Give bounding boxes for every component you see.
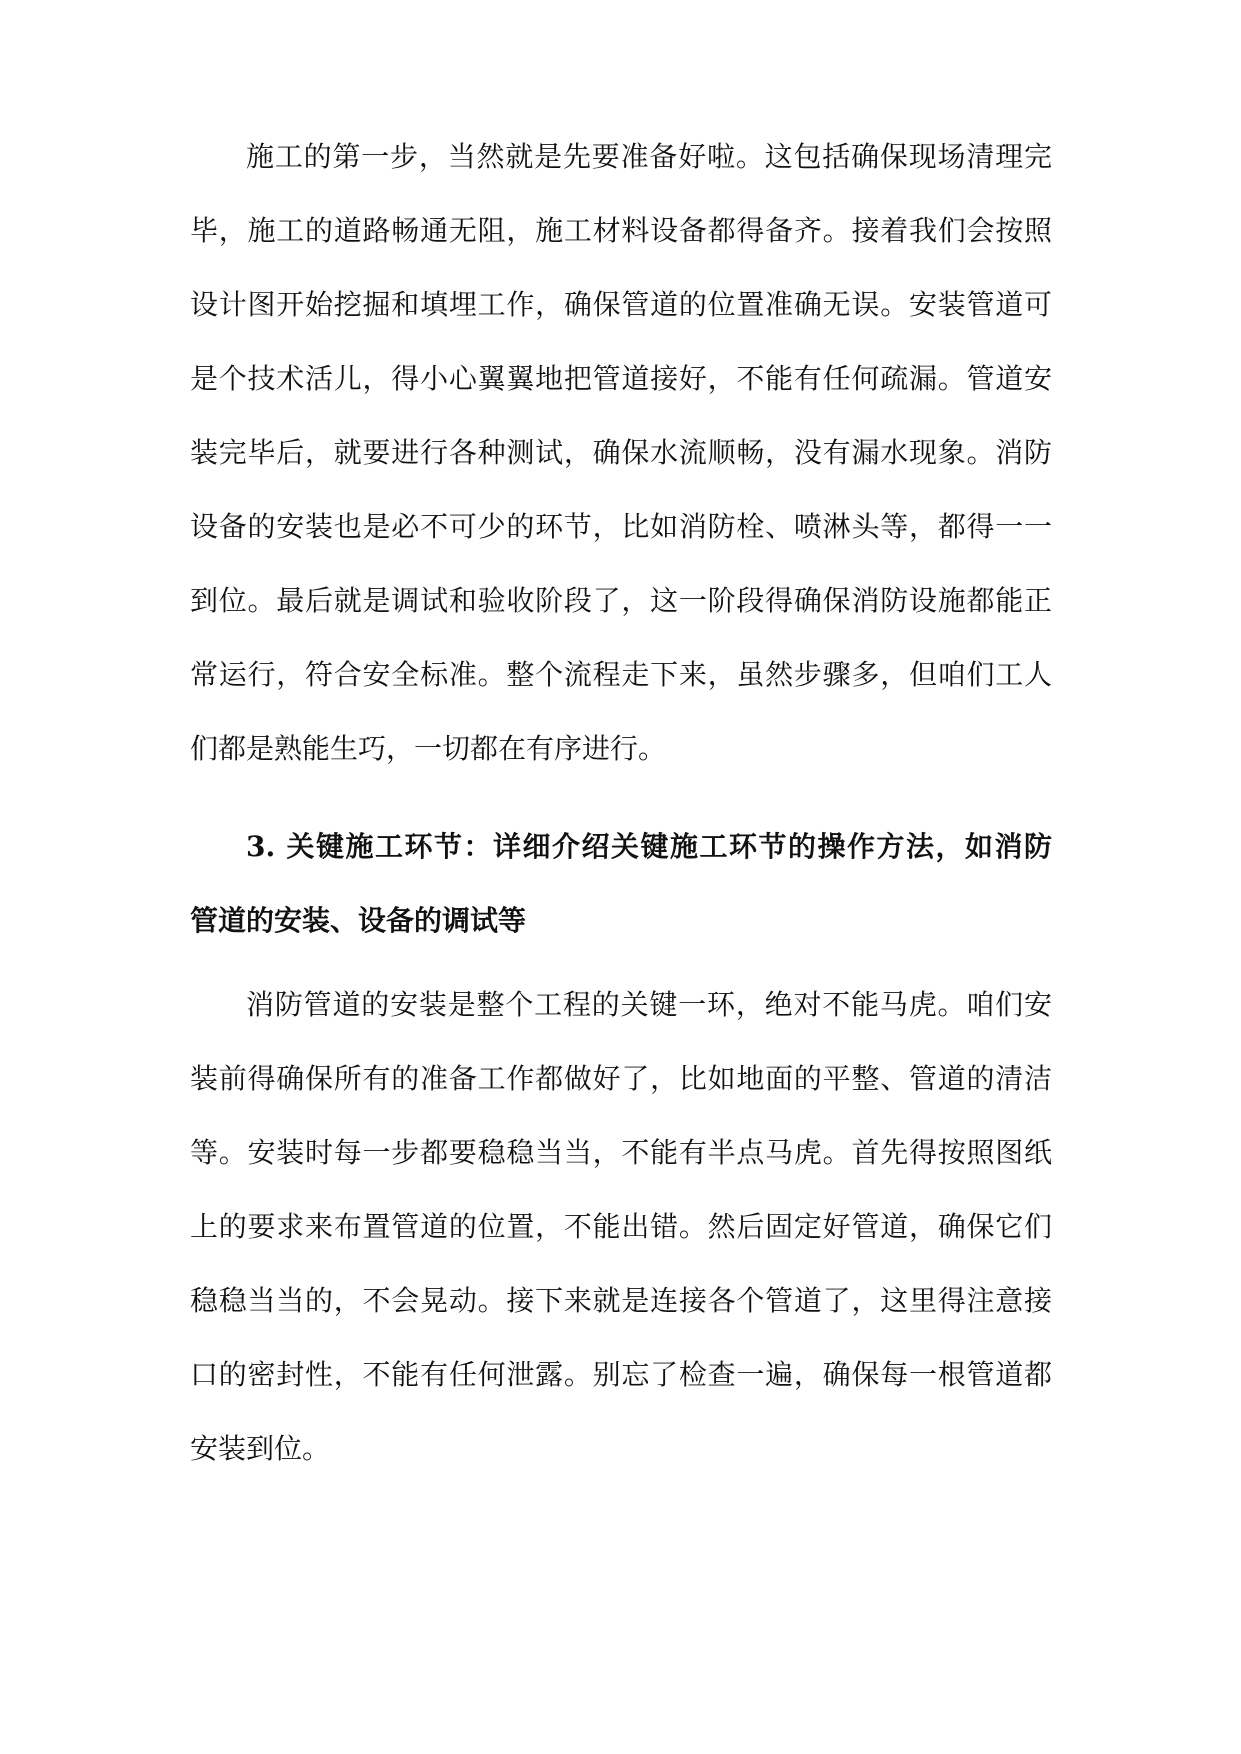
paragraph-2-line-1: 消防管道的安装是整个工程的关键一环，绝对不能马虎。咱们安 <box>246 988 1052 1021</box>
paragraph-1-line-2: 毕，施工的道路畅通无阻，施工材料设备都得备齐。接着我们会按照 <box>190 214 1052 247</box>
paragraph-2-line-4: 上的要求来布置管道的位置，不能出错。然后固定好管道，确保它们 <box>190 1210 1052 1243</box>
paragraph-1-line-9: 们都是熟能生巧，一切都在有序进行。 <box>190 732 667 765</box>
paragraph-2-line-6: 口的密封性，不能有任何泄露。别忘了检查一遍，确保每一根管道都 <box>190 1358 1052 1391</box>
section-heading-line-1: 3. 关键施工环节：详细介绍关键施工环节的操作方法，如消防 <box>246 830 1052 863</box>
paragraph-2-line-3: 等。安装时每一步都要稳稳当当，不能有半点马虎。首先得按照图纸 <box>190 1136 1052 1169</box>
paragraph-1-line-8: 常运行，符合安全标准。整个流程走下来，虽然步骤多，但咱们工人 <box>190 658 1052 691</box>
paragraph-1-line-7: 到位。最后就是调试和验收阶段了，这一阶段得确保消防设施都能正 <box>190 584 1052 617</box>
paragraph-1-line-4: 是个技术活儿，得小心翼翼地把管道接好，不能有任何疏漏。管道安 <box>190 362 1052 395</box>
paragraph-1-line-1: 施工的第一步，当然就是先要准备好啦。这包括确保现场清理完 <box>246 140 1052 173</box>
paragraph-1-line-3: 设计图开始挖掘和填埋工作，确保管道的位置准确无误。安装管道可 <box>190 288 1052 321</box>
paragraph-2-line-5: 稳稳当当的，不会晃动。接下来就是连接各个管道了，这里得注意接 <box>190 1284 1052 1317</box>
paragraph-1-line-6: 设备的安装也是必不可少的环节，比如消防栓、喷淋头等，都得一一 <box>190 510 1052 543</box>
paragraph-2-line-2: 装前得确保所有的准备工作都做好了，比如地面的平整、管道的清洁 <box>190 1062 1052 1095</box>
section-heading-line-2: 管道的安装、设备的调试等 <box>190 904 527 937</box>
paragraph-2-line-7: 安装到位。 <box>190 1432 331 1465</box>
paragraph-1-line-5: 装完毕后，就要进行各种测试，确保水流顺畅，没有漏水现象。消防 <box>190 436 1052 469</box>
